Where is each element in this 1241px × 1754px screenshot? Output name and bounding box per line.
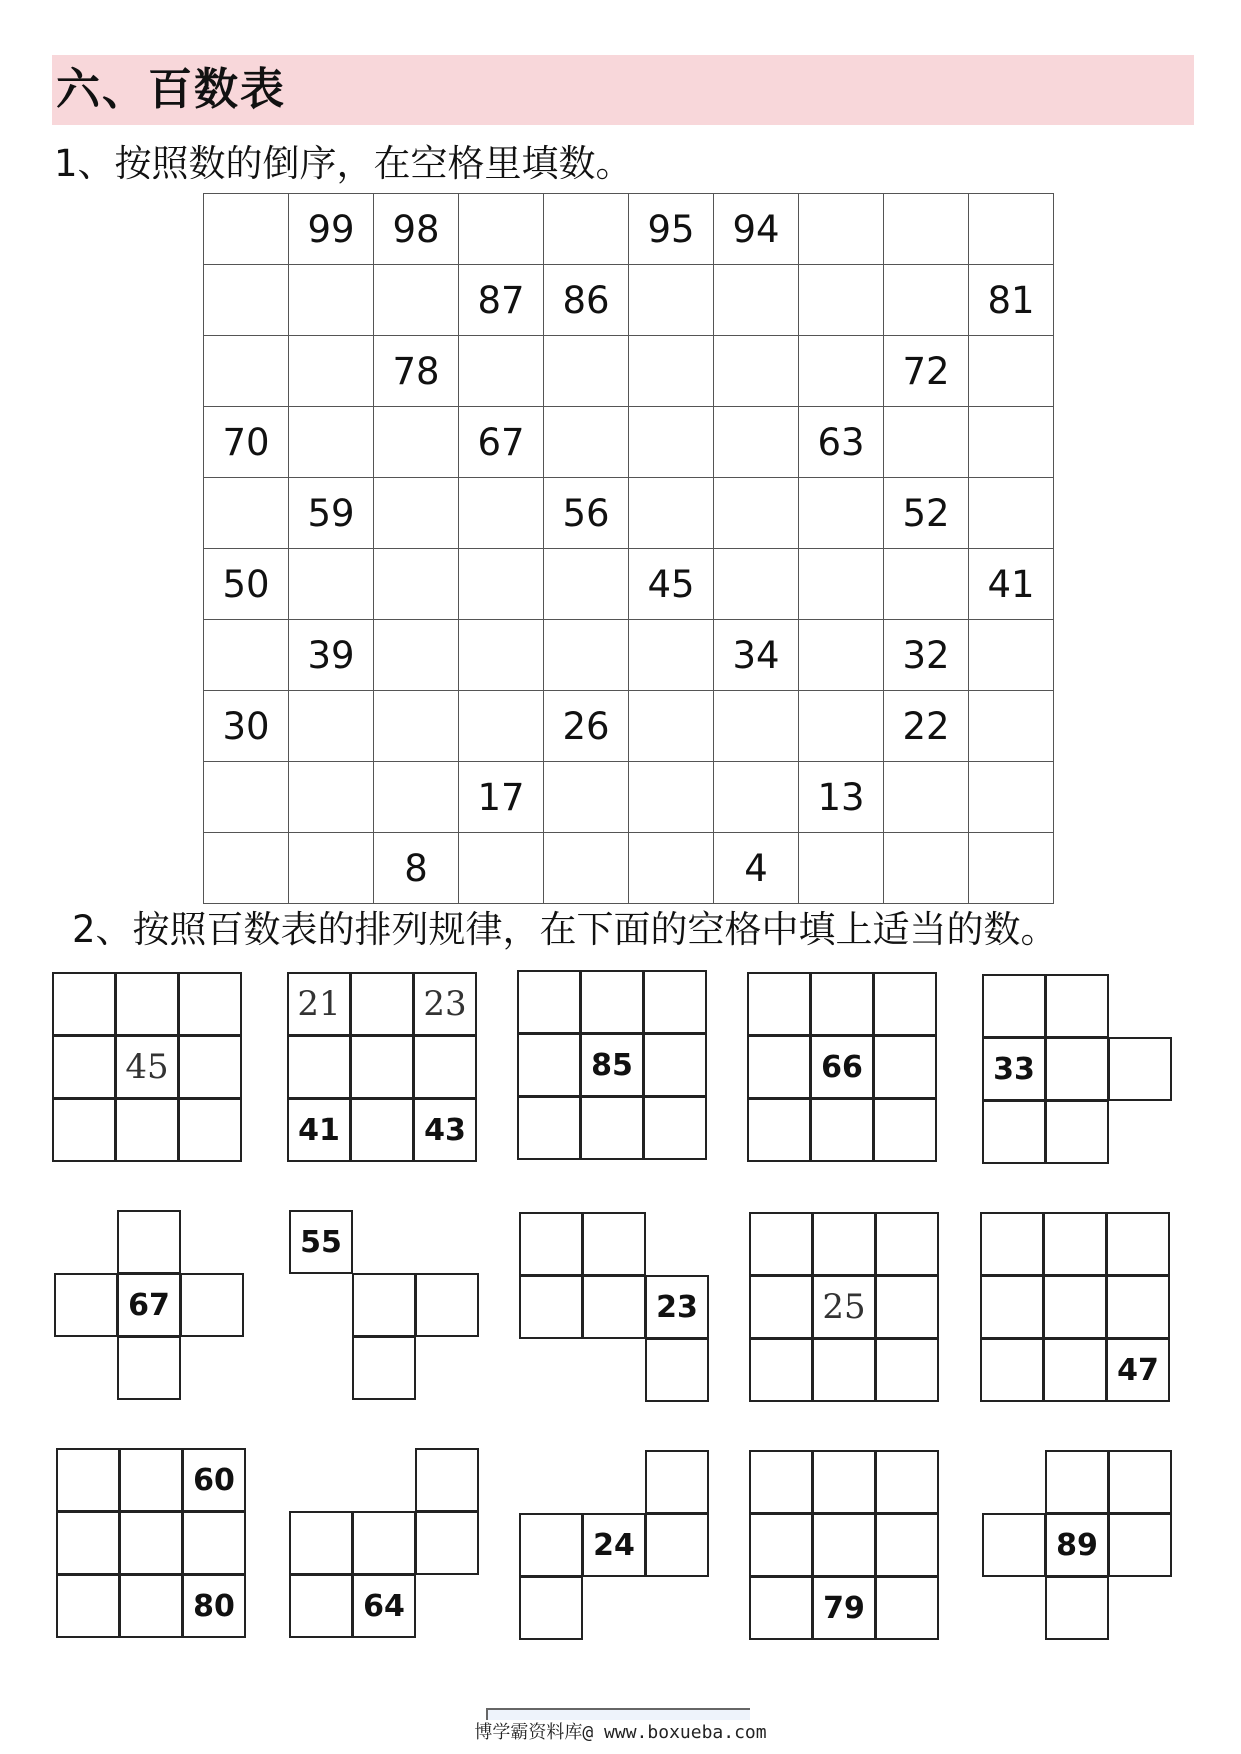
hundred-table-blank-cell[interactable] — [799, 549, 884, 620]
puzzle-given-cell: 23 — [645, 1275, 709, 1339]
puzzle-blank-cell[interactable] — [119, 1448, 183, 1512]
hundred-table-cell: 22 — [884, 691, 969, 762]
hundred-table-blank-cell[interactable] — [884, 194, 969, 265]
puzzle-given-cell: 66 — [810, 1035, 874, 1099]
puzzle-blank-cell[interactable] — [1045, 1100, 1109, 1164]
hundred-table-blank-cell[interactable] — [204, 762, 289, 833]
hundred-table-blank-cell[interactable] — [629, 336, 714, 407]
hundred-table-blank-cell[interactable] — [969, 620, 1054, 691]
puzzle-blank-cell[interactable] — [1106, 1212, 1170, 1276]
puzzle-blank-cell[interactable] — [54, 1273, 118, 1337]
hundred-table-blank-cell[interactable] — [884, 549, 969, 620]
hundred-table-cell: 81 — [969, 265, 1054, 336]
hundred-table-cell: 99 — [289, 194, 374, 265]
puzzle-blank-cell[interactable] — [645, 1338, 709, 1402]
hundred-table-blank-cell[interactable] — [629, 478, 714, 549]
puzzle-blank-cell[interactable] — [982, 1513, 1046, 1577]
hundred-table-blank-cell[interactable] — [374, 691, 459, 762]
puzzle-given-cell: 25 — [812, 1275, 876, 1339]
puzzle-blank-cell[interactable] — [645, 1450, 709, 1514]
puzzle-blank-cell[interactable] — [352, 1336, 416, 1400]
hundred-table-blank-cell[interactable] — [289, 336, 374, 407]
puzzle-given-cell: 47 — [1106, 1338, 1170, 1402]
hundred-table-blank-cell[interactable] — [884, 265, 969, 336]
puzzle-blank-cell[interactable] — [415, 1448, 479, 1512]
puzzle-blank-cell[interactable] — [180, 1273, 244, 1337]
puzzle-blank-cell[interactable] — [749, 1338, 813, 1402]
hundred-table-blank-cell[interactable] — [459, 336, 544, 407]
puzzle-given-cell: 55 — [289, 1210, 353, 1274]
puzzle-blank-cell[interactable] — [519, 1513, 583, 1577]
hundred-table-blank-cell[interactable] — [374, 762, 459, 833]
hundred-table-cell: 45 — [629, 549, 714, 620]
puzzle-blank-cell[interactable] — [519, 1576, 583, 1640]
hundred-table-blank-cell[interactable] — [204, 620, 289, 691]
hundred-table-cell: 26 — [544, 691, 629, 762]
hundred-table-blank-cell[interactable] — [799, 336, 884, 407]
puzzle-blank-cell[interactable] — [115, 1098, 179, 1162]
hundred-table-blank-cell[interactable] — [714, 549, 799, 620]
hundred-table-blank-cell[interactable] — [629, 620, 714, 691]
puzzle-blank-cell[interactable] — [980, 1275, 1044, 1339]
footer-watermark: 博学霸资料库@ www.boxueba.com — [474, 1722, 767, 1743]
puzzle-blank-cell[interactable] — [517, 1096, 581, 1160]
hundred-table-blank-cell[interactable] — [884, 833, 969, 904]
puzzle-given-cell: 33 — [982, 1037, 1046, 1101]
hundred-table-blank-cell[interactable] — [799, 691, 884, 762]
puzzle-blank-cell[interactable] — [580, 1096, 644, 1160]
hundred-table-row — [204, 691, 1054, 762]
puzzle-blank-cell[interactable] — [643, 970, 707, 1034]
hundred-table-blank-cell[interactable] — [544, 549, 629, 620]
hundred-table-blank-cell[interactable] — [629, 762, 714, 833]
question-2-title: 2、按照百数表的排列规律，在下面的空格中填上适当的数。 — [72, 908, 1058, 951]
puzzle-blank-cell[interactable] — [287, 1035, 351, 1099]
hundred-table-blank-cell[interactable] — [969, 407, 1054, 478]
puzzle-blank-cell[interactable] — [582, 1275, 646, 1339]
puzzle-blank-cell[interactable] — [812, 1338, 876, 1402]
question-1-title: 1、按照数的倒序，在空格里填数。 — [54, 142, 633, 185]
puzzle-blank-cell[interactable] — [119, 1511, 183, 1575]
hundred-table-blank-cell[interactable] — [969, 478, 1054, 549]
hundred-table-cell: 95 — [629, 194, 714, 265]
puzzle-blank-cell[interactable] — [810, 1098, 874, 1162]
hundred-table-blank-cell[interactable] — [799, 265, 884, 336]
hundred-table-cell: 13 — [799, 762, 884, 833]
puzzle-blank-cell[interactable] — [56, 1511, 120, 1575]
hundred-table-blank-cell[interactable] — [374, 478, 459, 549]
hundred-table-row — [204, 478, 1054, 549]
puzzle-given-cell: 80 — [182, 1574, 246, 1638]
hundred-table-blank-cell[interactable] — [544, 194, 629, 265]
hundred-table-cell: 32 — [884, 620, 969, 691]
puzzle-blank-cell[interactable] — [117, 1210, 181, 1274]
hundred-table-blank-cell[interactable] — [969, 194, 1054, 265]
puzzle-blank-cell[interactable] — [980, 1338, 1044, 1402]
hundred-table-blank-cell[interactable] — [459, 549, 544, 620]
hundred-table-blank-cell[interactable] — [799, 194, 884, 265]
hundred-table-blank-cell[interactable] — [799, 833, 884, 904]
hundred-table-blank-cell[interactable] — [714, 336, 799, 407]
puzzle-blank-cell[interactable] — [1045, 1576, 1109, 1640]
hundred-table-blank-cell[interactable] — [374, 620, 459, 691]
hundred-table-row — [204, 833, 1054, 904]
puzzle-blank-cell[interactable] — [413, 1035, 477, 1099]
hundred-table-blank-cell[interactable] — [969, 833, 1054, 904]
puzzle-blank-cell[interactable] — [749, 1513, 813, 1577]
puzzle-given-cell: 45 — [115, 1035, 179, 1099]
puzzle-blank-cell[interactable] — [115, 972, 179, 1036]
hundred-table-row — [204, 407, 1054, 478]
hundred-table-blank-cell[interactable] — [544, 336, 629, 407]
puzzle-blank-cell[interactable] — [352, 1273, 416, 1337]
puzzle-blank-cell[interactable] — [875, 1275, 939, 1339]
hundred-table-blank-cell[interactable] — [799, 620, 884, 691]
hundred-table-blank-cell[interactable] — [544, 762, 629, 833]
puzzle-blank-cell[interactable] — [289, 1511, 353, 1575]
hundred-table-cell: 98 — [374, 194, 459, 265]
hundred-table-blank-cell[interactable] — [374, 549, 459, 620]
hundred-table-blank-cell[interactable] — [629, 691, 714, 762]
puzzle-blank-cell[interactable] — [1108, 1450, 1172, 1514]
puzzle-blank-cell[interactable] — [1045, 1037, 1109, 1101]
hundred-table-blank-cell[interactable] — [459, 691, 544, 762]
puzzle-given-cell: 79 — [812, 1576, 876, 1640]
puzzle-blank-cell[interactable] — [52, 1098, 116, 1162]
hundred-table-row — [204, 762, 1054, 833]
puzzle-blank-cell[interactable] — [749, 1576, 813, 1640]
hundred-table-blank-cell[interactable] — [289, 762, 374, 833]
hundred-table-blank-cell[interactable] — [544, 620, 629, 691]
puzzle-given-cell: 85 — [580, 1033, 644, 1097]
puzzle-blank-cell[interactable] — [812, 1513, 876, 1577]
puzzle-blank-cell[interactable] — [117, 1336, 181, 1400]
puzzle-blank-cell[interactable] — [643, 1033, 707, 1097]
puzzle-blank-cell[interactable] — [519, 1212, 583, 1276]
hundred-table-blank-cell[interactable] — [969, 691, 1054, 762]
hundred-table-blank-cell[interactable] — [714, 691, 799, 762]
puzzle-given-cell: 89 — [1045, 1513, 1109, 1577]
hundred-table-blank-cell[interactable] — [629, 407, 714, 478]
hundred-table-cell: 30 — [204, 691, 289, 762]
puzzle-blank-cell[interactable] — [1043, 1275, 1107, 1339]
hundred-table-blank-cell[interactable] — [884, 407, 969, 478]
hundred-table-cell: 70 — [204, 407, 289, 478]
puzzle-given-cell: 41 — [287, 1098, 351, 1162]
puzzle-blank-cell[interactable] — [1043, 1212, 1107, 1276]
puzzle-blank-cell[interactable] — [56, 1448, 120, 1512]
hundred-table-cell: 39 — [289, 620, 374, 691]
puzzle-blank-cell[interactable] — [182, 1511, 246, 1575]
hundred-table-blank-cell[interactable] — [374, 265, 459, 336]
hundred-table-blank-cell[interactable] — [459, 620, 544, 691]
puzzle-blank-cell[interactable] — [519, 1275, 583, 1339]
hundred-table-blank-cell[interactable] — [289, 265, 374, 336]
puzzle-blank-cell[interactable] — [580, 970, 644, 1034]
puzzle-blank-cell[interactable] — [52, 972, 116, 1036]
puzzle-blank-cell[interactable] — [178, 1098, 242, 1162]
puzzle-blank-cell[interactable] — [1108, 1037, 1172, 1101]
hundred-table-blank-cell[interactable] — [714, 265, 799, 336]
hundred-table-cell: 67 — [459, 407, 544, 478]
hundred-table-blank-cell[interactable] — [204, 336, 289, 407]
hundred-table-blank-cell[interactable] — [289, 833, 374, 904]
puzzle-blank-cell[interactable] — [1106, 1275, 1170, 1339]
puzzle-given-cell: 23 — [413, 972, 477, 1036]
puzzle-blank-cell[interactable] — [178, 1035, 242, 1099]
hundred-table-cell: 56 — [544, 478, 629, 549]
puzzle-blank-cell[interactable] — [982, 974, 1046, 1038]
hundred-table-cell: 72 — [884, 336, 969, 407]
puzzle-blank-cell[interactable] — [119, 1574, 183, 1638]
puzzle-blank-cell[interactable] — [873, 1098, 937, 1162]
puzzle-blank-cell[interactable] — [812, 1450, 876, 1514]
puzzle-blank-cell[interactable] — [415, 1273, 479, 1337]
hundred-table-row — [204, 549, 1054, 620]
hundred-table-blank-cell[interactable] — [204, 194, 289, 265]
puzzle-blank-cell[interactable] — [415, 1511, 479, 1575]
hundred-table-row — [204, 336, 1054, 407]
hundred-table-cell: 94 — [714, 194, 799, 265]
hundred-table-blank-cell[interactable] — [629, 833, 714, 904]
section-title: 六、百数表 — [56, 64, 286, 115]
hundred-table-blank-cell[interactable] — [459, 194, 544, 265]
puzzle-blank-cell[interactable] — [875, 1576, 939, 1640]
puzzle-blank-cell[interactable] — [52, 1035, 116, 1099]
puzzle-blank-cell[interactable] — [517, 970, 581, 1034]
hundred-table-cell: 87 — [459, 265, 544, 336]
puzzle-blank-cell[interactable] — [749, 1212, 813, 1276]
hundred-table-blank-cell[interactable] — [714, 762, 799, 833]
hundred-table-blank-cell[interactable] — [374, 407, 459, 478]
puzzle-blank-cell[interactable] — [873, 1035, 937, 1099]
hundred-table-row — [204, 194, 1054, 265]
puzzle-given-cell: 21 — [287, 972, 351, 1036]
hundred-table-cell: 34 — [714, 620, 799, 691]
hundred-table — [203, 193, 1054, 904]
puzzle-blank-cell[interactable] — [749, 1450, 813, 1514]
puzzle-blank-cell[interactable] — [873, 972, 937, 1036]
hundred-table-blank-cell[interactable] — [544, 833, 629, 904]
hundred-table-cell: 52 — [884, 478, 969, 549]
puzzle-blank-cell[interactable] — [350, 972, 414, 1036]
puzzle-blank-cell[interactable] — [1043, 1338, 1107, 1402]
puzzle-blank-cell[interactable] — [747, 972, 811, 1036]
puzzle-blank-cell[interactable] — [875, 1338, 939, 1402]
hundred-table-blank-cell[interactable] — [969, 336, 1054, 407]
hundred-table-blank-cell[interactable] — [714, 478, 799, 549]
hundred-table-blank-cell[interactable] — [884, 762, 969, 833]
hundred-table-cell: 17 — [459, 762, 544, 833]
puzzle-given-cell: 24 — [582, 1513, 646, 1577]
hundred-table-blank-cell[interactable] — [969, 762, 1054, 833]
hundred-table-row — [204, 620, 1054, 691]
puzzle-blank-cell[interactable] — [747, 1035, 811, 1099]
puzzle-blank-cell[interactable] — [875, 1513, 939, 1577]
hundred-table-cell: 8 — [374, 833, 459, 904]
puzzle-blank-cell[interactable] — [289, 1574, 353, 1638]
hundred-table-cell: 86 — [544, 265, 629, 336]
hundred-table-blank-cell[interactable] — [629, 265, 714, 336]
puzzle-given-cell: 64 — [352, 1574, 416, 1638]
puzzle-blank-cell[interactable] — [350, 1035, 414, 1099]
hundred-table-cell: 50 — [204, 549, 289, 620]
puzzle-blank-cell[interactable] — [645, 1513, 709, 1577]
puzzle-blank-cell[interactable] — [582, 1212, 646, 1276]
hundred-table-blank-cell[interactable] — [799, 478, 884, 549]
hundred-table-blank-cell[interactable] — [289, 407, 374, 478]
puzzle-blank-cell[interactable] — [1045, 1450, 1109, 1514]
hundred-table-blank-cell[interactable] — [204, 833, 289, 904]
puzzle-blank-cell[interactable] — [749, 1275, 813, 1339]
hundred-table-cell: 4 — [714, 833, 799, 904]
puzzle-blank-cell[interactable] — [812, 1212, 876, 1276]
hundred-table-blank-cell[interactable] — [714, 407, 799, 478]
puzzle-blank-cell[interactable] — [747, 1098, 811, 1162]
puzzle-given-cell: 43 — [413, 1098, 477, 1162]
hundred-table-blank-cell[interactable] — [204, 478, 289, 549]
puzzle-blank-cell[interactable] — [875, 1450, 939, 1514]
puzzle-blank-cell[interactable] — [56, 1574, 120, 1638]
hundred-table-blank-cell[interactable] — [204, 265, 289, 336]
puzzle-blank-cell[interactable] — [350, 1098, 414, 1162]
puzzle-blank-cell[interactable] — [1108, 1513, 1172, 1577]
puzzle-blank-cell[interactable] — [517, 1033, 581, 1097]
hundred-table-blank-cell[interactable] — [544, 407, 629, 478]
hundred-table-blank-cell[interactable] — [289, 691, 374, 762]
puzzle-blank-cell[interactable] — [352, 1511, 416, 1575]
hundred-table-cell: 59 — [289, 478, 374, 549]
puzzle-blank-cell[interactable] — [810, 972, 874, 1036]
hundred-table-cell: 63 — [799, 407, 884, 478]
puzzle-given-cell: 60 — [182, 1448, 246, 1512]
puzzle-blank-cell[interactable] — [1045, 974, 1109, 1038]
puzzle-blank-cell[interactable] — [982, 1100, 1046, 1164]
puzzle-blank-cell[interactable] — [875, 1212, 939, 1276]
hundred-table-blank-cell[interactable] — [459, 478, 544, 549]
puzzle-blank-cell[interactable] — [178, 972, 242, 1036]
hundred-table-cell: 78 — [374, 336, 459, 407]
puzzle-blank-cell[interactable] — [643, 1096, 707, 1160]
hundred-table-blank-cell[interactable] — [289, 549, 374, 620]
puzzle-given-cell: 67 — [117, 1273, 181, 1337]
hundred-table-cell: 41 — [969, 549, 1054, 620]
hundred-table-row — [204, 265, 1054, 336]
puzzle-blank-cell[interactable] — [980, 1212, 1044, 1276]
hundred-table-blank-cell[interactable] — [459, 833, 544, 904]
